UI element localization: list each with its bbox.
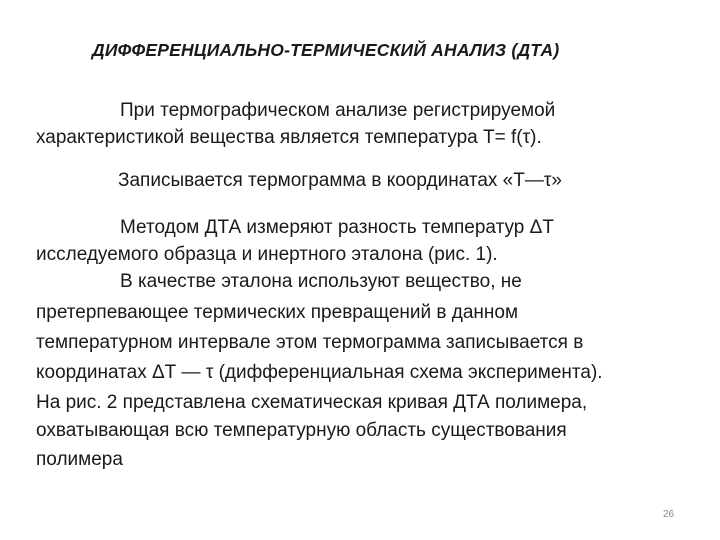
paragraph-3-line-7: На рис. 2 представлена схематическая кривая ДТА полимера, [36, 392, 588, 413]
paragraph-3-line-1: Методом ДТА измеряют разность температур ΔТ [120, 217, 554, 238]
paragraph-3-line-9: полимера [36, 449, 123, 470]
paragraph-1-line-1: При термографическом анализе регистрируемой [120, 100, 556, 121]
slide-title: ДИФФЕРЕНЦИАЛЬНО-ТЕРМИЧЕСКИЙ АНАЛИЗ (ДТА) [92, 40, 560, 60]
page-number: 26 [663, 509, 675, 520]
paragraph-1-line-2: характеристикой вещества является температура Т= f(τ). [36, 127, 542, 148]
paragraph-3-line-8: охватывающая всю температурную область существования [36, 420, 567, 441]
paragraph-3-line-3: В качестве эталона используют вещество, не [120, 271, 522, 292]
paragraph-3-line-5: температурном интервале этом термограмма записывается в [36, 332, 584, 353]
paragraph-3-line-2: исследуемого образца и инертного эталона (рис. 1). [36, 244, 498, 265]
paragraph-3-line-6: координатах ΔТ — τ (дифференциальная схема эксперимента). [36, 362, 603, 383]
paragraph-3-line-4: претерпевающее термических превращений в данном [36, 302, 519, 323]
paragraph-2-line-1: Записывается термограмма в координатах «T—τ» [118, 170, 562, 191]
